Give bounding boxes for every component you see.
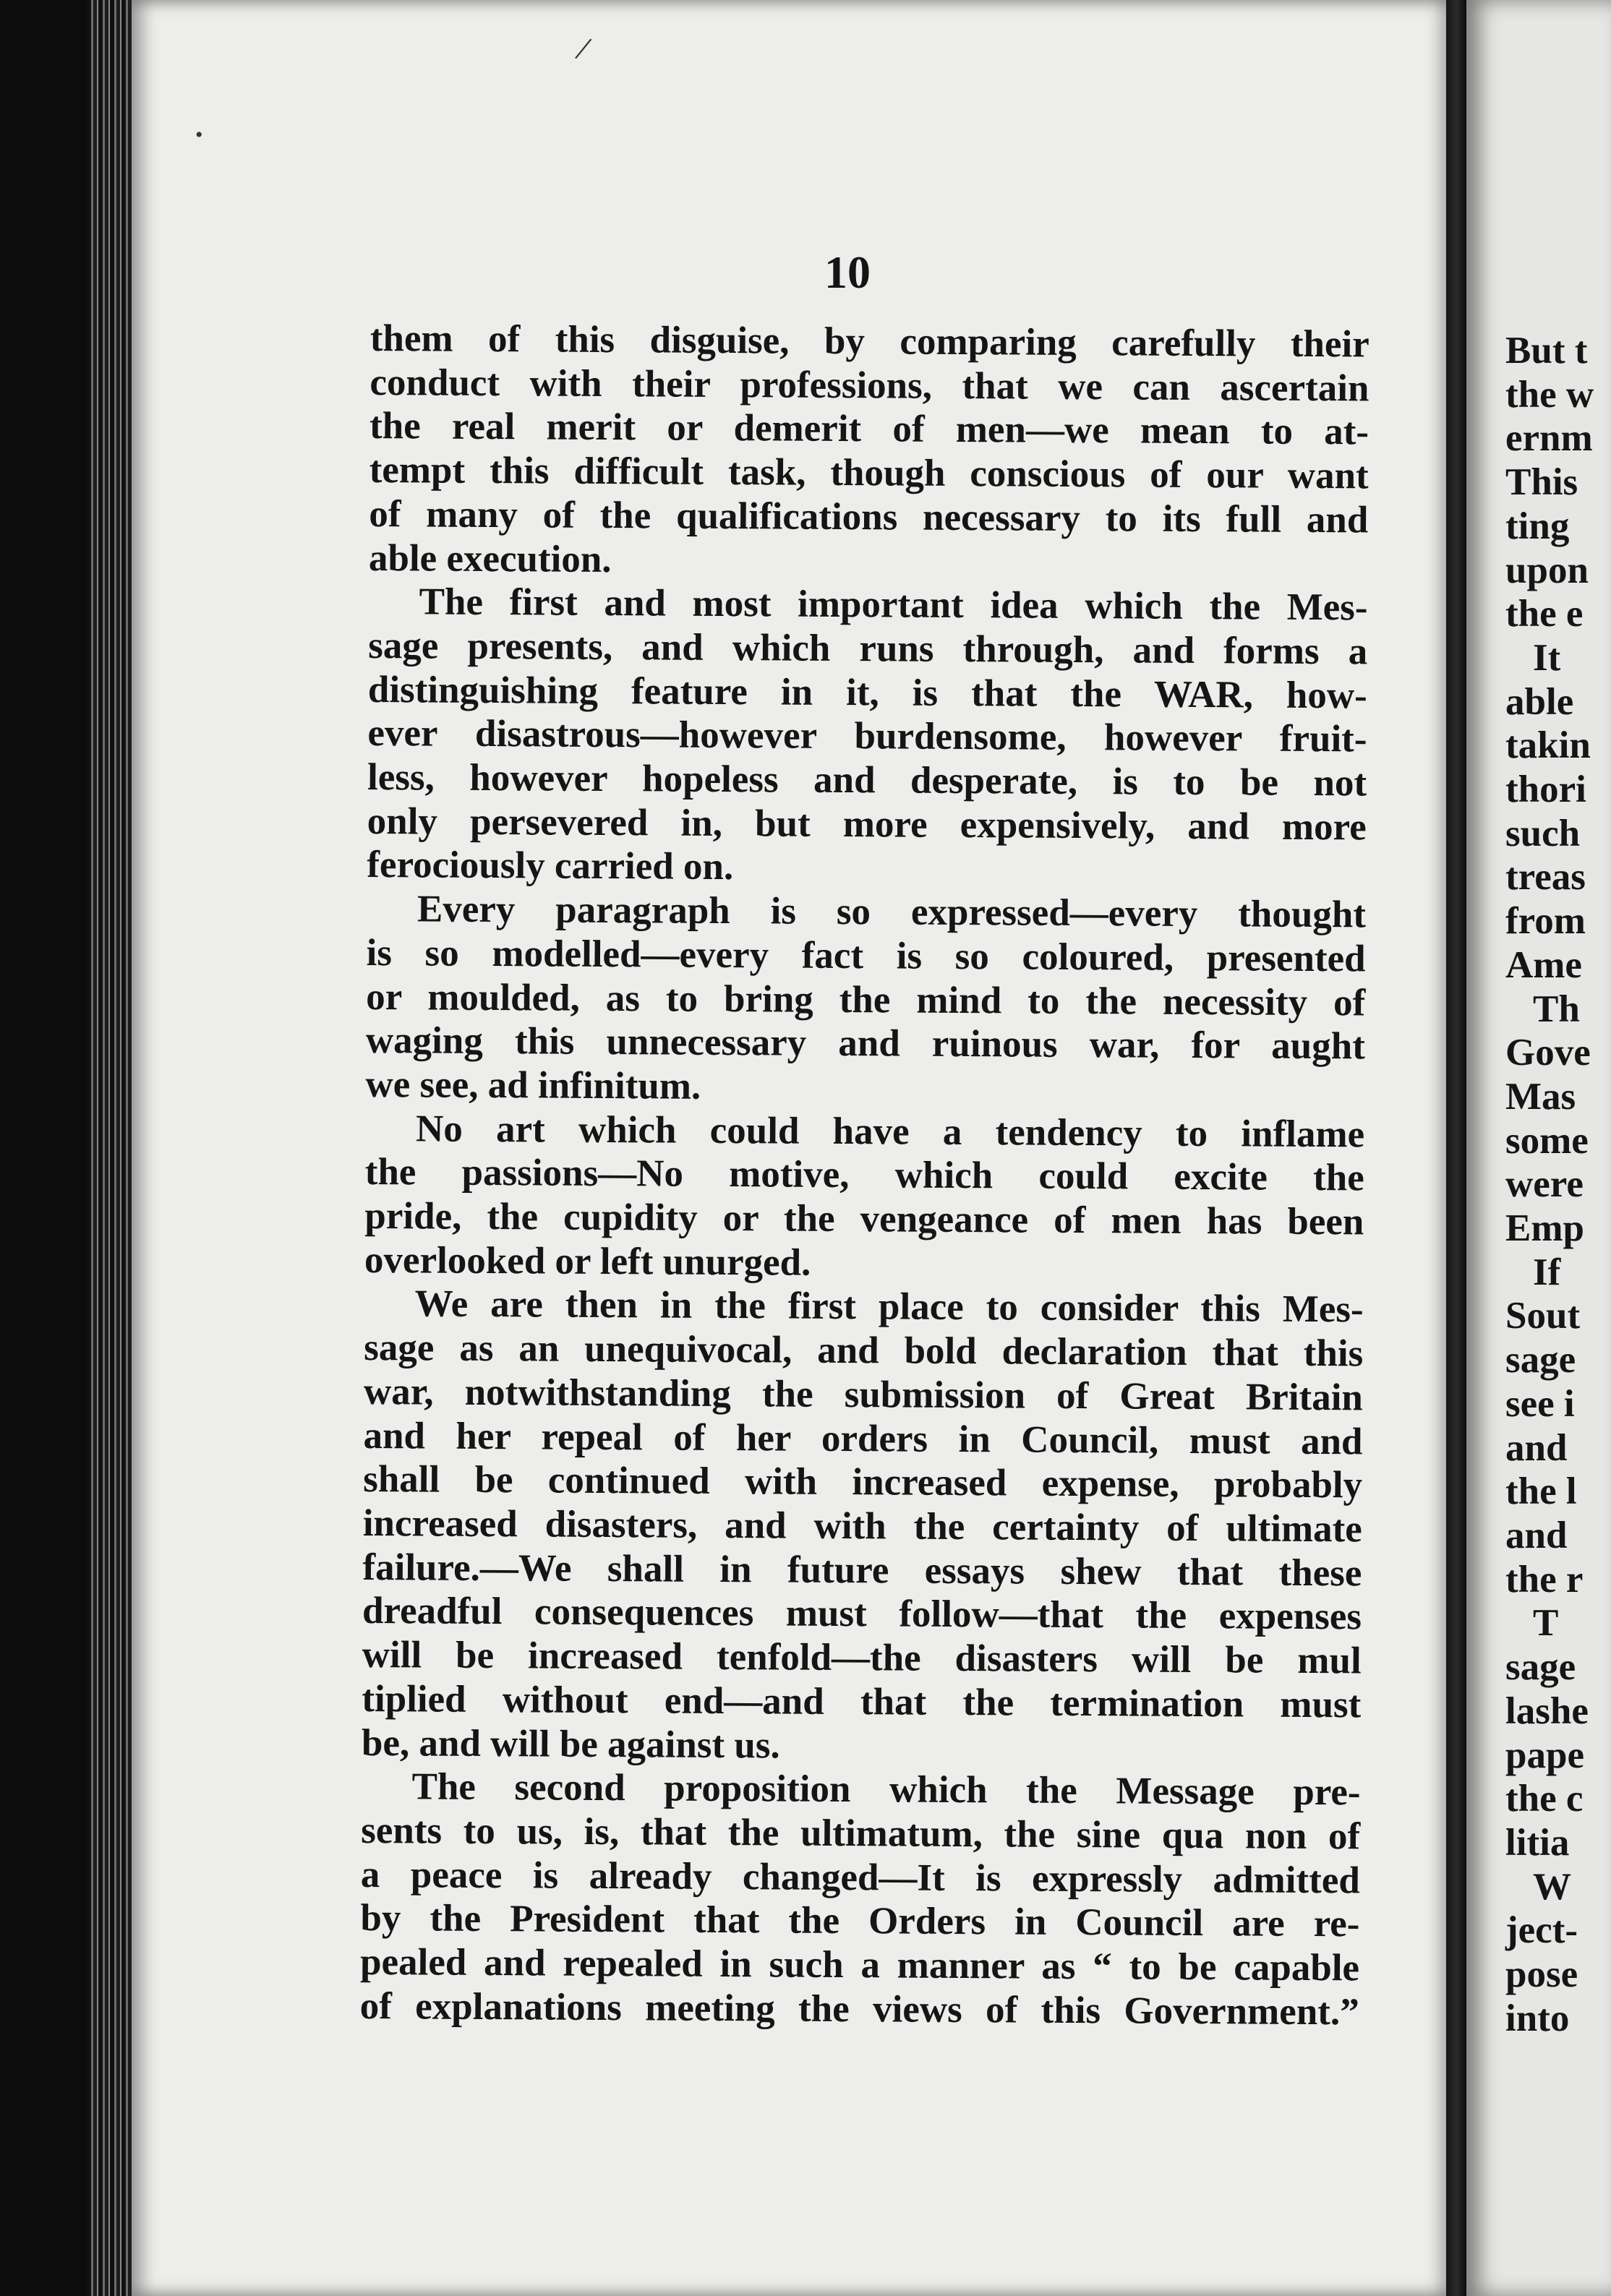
text-line: of many of the qualifications necessary to its full and <box>369 492 1369 541</box>
facing-page-line: upon <box>1505 549 1589 591</box>
facing-page-line: Mas <box>1505 1075 1576 1118</box>
text-line: failure.—We shall in future essays shew that these <box>362 1546 1362 1595</box>
facing-page-line: It <box>1533 636 1561 679</box>
text-line: less, however hopeless and desperate, is to be not <box>367 756 1367 805</box>
text-line: of explanations meeting the views of this Government.” <box>359 1984 1359 2034</box>
facing-page-line: pose <box>1505 1953 1578 1996</box>
text-line: ever disastrous—however burdensome, however fruit- <box>367 712 1367 761</box>
facing-page-line: treas <box>1505 856 1586 899</box>
text-line: pride, the cupidity or the vengeance of men has been <box>364 1195 1364 1243</box>
facing-page-line: and <box>1505 1426 1568 1469</box>
text-line: shall be continued with increased expense, probably <box>362 1458 1363 1507</box>
text-line: The second proposition which the Message pre- <box>411 1765 1361 1814</box>
text-line: and her repeal of her orders in Council, must and <box>363 1414 1363 1462</box>
page-number: 10 <box>824 247 871 298</box>
text-line: the passions—No motive, which could excite the <box>364 1151 1364 1199</box>
text-line: will be increased tenfold—the disasters will be mul <box>362 1634 1362 1682</box>
facing-page-line: Emp <box>1505 1207 1584 1250</box>
text-line: sage as an unequivocal, and bold declaration that this <box>364 1327 1364 1375</box>
facing-page-line: Ame <box>1505 943 1582 986</box>
text-line: No art which could have a tendency to inflame <box>415 1108 1365 1156</box>
book-spine-edge <box>87 0 132 2296</box>
text-line: distinguishing feature in it, is that the WAR, how- <box>367 668 1368 717</box>
text-line: The first and most important idea which the Mes- <box>419 581 1368 629</box>
text-line: conduct with their professions, that we can ascertain <box>369 361 1369 410</box>
text-line: overlooked or left unurged. <box>364 1238 811 1284</box>
facing-page-line: This <box>1505 461 1578 504</box>
facing-page-text <box>1505 329 1594 2040</box>
text-line: able execution. <box>368 536 612 581</box>
facing-page-line: the c <box>1505 1778 1584 1820</box>
facing-page-line: the l <box>1505 1470 1577 1513</box>
text-line: only persevered in, but more expensively, and more <box>367 800 1367 849</box>
ink-mark: / <box>572 29 595 69</box>
ink-speck: • <box>195 123 203 147</box>
text-line: sage presents, and which runs through, and forms a <box>368 624 1368 673</box>
text-line: sents to us, is, that the ultimatum, the sine qua non of <box>361 1809 1361 1858</box>
facing-page-line: ting <box>1505 505 1570 547</box>
text-line: by the President that the Orders in Council are re- <box>360 1897 1360 1945</box>
text-line: we see, ad infinitum. <box>365 1063 701 1108</box>
text-line: ferociously carried on. <box>367 844 734 888</box>
facing-page-line: ernm <box>1505 417 1593 460</box>
text-line: them of this disguise, by comparing carefully their <box>369 317 1369 366</box>
facing-page-line: litia <box>1505 1821 1570 1864</box>
text-line: We are then in the first place to consider this Mes- <box>414 1282 1364 1331</box>
book-gutter <box>1446 0 1466 2296</box>
text-line: waging this unnecessary and ruinous war, for aught <box>365 1019 1366 1068</box>
text-line: tempt this difficult task, though conscious of our want <box>369 449 1369 497</box>
facing-page-line: Sout <box>1505 1295 1581 1337</box>
facing-page-line: the e <box>1505 593 1584 635</box>
facing-page-line: thori <box>1505 768 1586 811</box>
facing-page-line: But t <box>1505 330 1588 372</box>
facing-page-line: were <box>1505 1163 1584 1206</box>
facing-page-line: sage <box>1505 1339 1576 1382</box>
text-line: the real merit or demerit of men—we mean to at- <box>369 405 1369 453</box>
text-line: or moulded, as to bring the mind to the necessity of <box>366 975 1366 1024</box>
facing-page-line: T <box>1533 1602 1559 1645</box>
facing-page-line: into <box>1505 1997 1570 2039</box>
text-line: war, notwithstanding the submission of Great Britain <box>363 1370 1364 1419</box>
text-line: dreadful consequences must follow—that the expenses <box>362 1590 1362 1638</box>
facing-page-line: the w <box>1505 373 1594 416</box>
body-text <box>360 317 1369 2034</box>
text-line: increased disasters, and with the certainty of ultimate <box>362 1502 1362 1551</box>
facing-page-line: takin <box>1505 724 1591 767</box>
facing-page-line: Gove <box>1505 1032 1591 1074</box>
facing-page-line: see i <box>1505 1382 1575 1425</box>
facing-page-line: pape <box>1505 1734 1584 1776</box>
facing-page-line: sage <box>1505 1646 1576 1689</box>
facing-page-line: If <box>1533 1251 1561 1293</box>
facing-page-line: the r <box>1505 1558 1584 1601</box>
facing-page-line: some <box>1505 1119 1589 1162</box>
facing-page-line: ject- <box>1505 1909 1578 1952</box>
facing-page-line: lashe <box>1505 1689 1589 1732</box>
facing-page-line: such <box>1505 812 1581 854</box>
facing-page-line: and <box>1505 1514 1568 1556</box>
facing-page-line: W <box>1533 1865 1571 1908</box>
text-line: pealed and repealed in such a manner as “ to be capable <box>359 1940 1360 1989</box>
facing-page-line: able <box>1505 680 1574 723</box>
text-line: Every paragraph is so expressed—every thought <box>416 888 1367 936</box>
text-line: be, and will be against us. <box>361 1721 780 1766</box>
facing-page-line: from <box>1505 900 1586 943</box>
text-line: tiplied without end—and that the termination must <box>362 1677 1362 1726</box>
facing-page-line: Th <box>1533 988 1580 1030</box>
text-line: a peace is already changed—It is expressly admitted <box>360 1853 1360 1902</box>
text-line: is so modelled—every fact is so coloured, presented <box>366 931 1366 980</box>
